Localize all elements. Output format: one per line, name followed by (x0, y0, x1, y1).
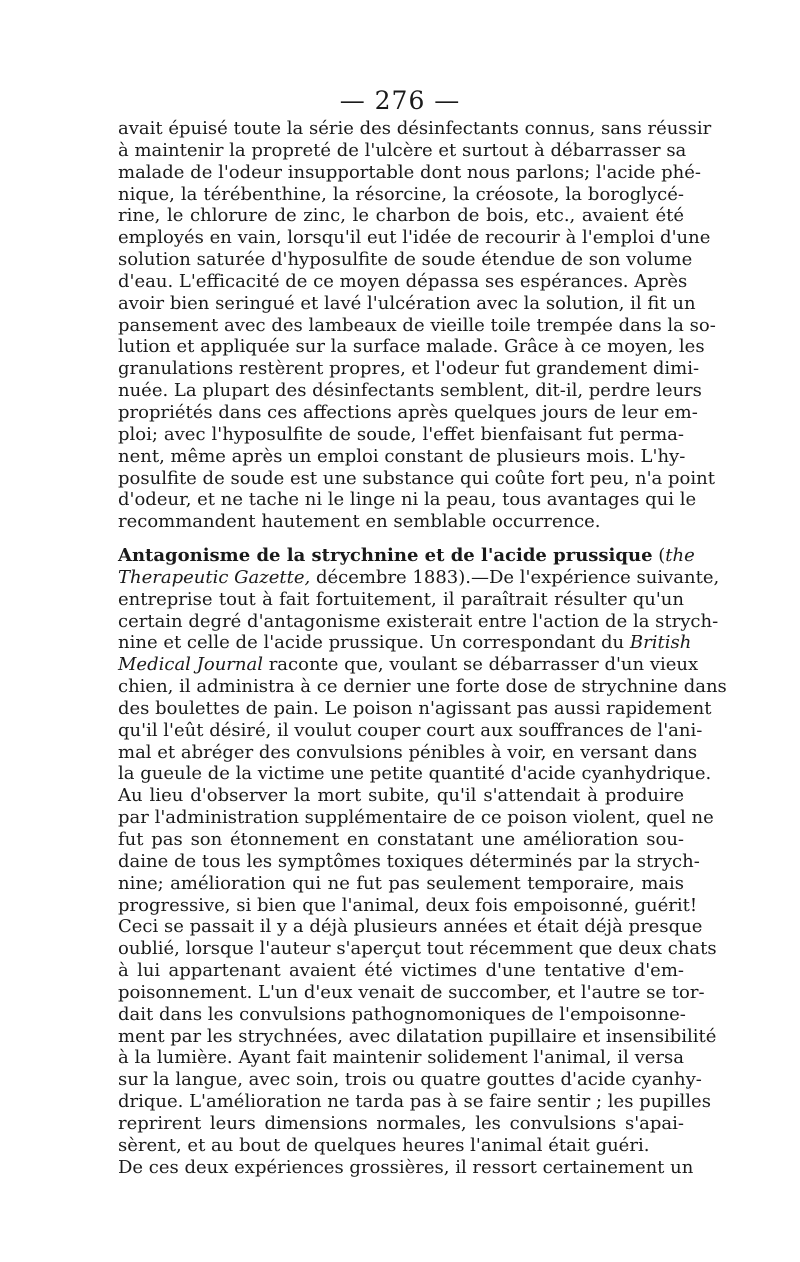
text-line: la gueule de la victime une petite quantité d'acide cyanhydrique. (118, 763, 712, 785)
text-line: poisonnement. L'un d'eux venait de succomber, et l'autre se tor- (118, 981, 705, 1003)
text-line: propriétés dans ces affections après quelques jours de leur em- (118, 401, 698, 423)
paragraph-hyposulfite (118, 118, 716, 533)
text-line: rine, le chlorure de zinc, le charbon de bois, etc., avaient été (118, 205, 684, 227)
text-line: recommandent hautement en semblable occurrence. (118, 511, 601, 533)
text-line: chien, il administra à ce dernier une forte dose de strychnine dans (118, 676, 727, 698)
text-line: dait dans les convulsions pathognomoniques de l'empoisonne- (118, 1003, 686, 1025)
text-line: avait épuisé toute la série des désinfectants connus, sans réussir (118, 118, 712, 139)
text-line: mal et abréger des convulsions pénibles à voir, en versant dans (118, 741, 698, 763)
journal-title: Medical Journal (118, 654, 263, 676)
text-line: employés en vain, lorsqu'il eut l'idée de recourir à l'emploi d'une (118, 227, 711, 249)
text-line: avoir bien seringué et lavé l'ulcération avec la solution, il fit un (118, 292, 696, 314)
text-line (118, 566, 720, 589)
page-number: — 276 — (339, 86, 461, 115)
text-line (118, 632, 692, 654)
text-line: oublié, lorsque l'auteur s'aperçut tout récemment que deux chats (118, 938, 717, 960)
text-line: nique, la térébenthine, la résorcine, la créosote, la boroglycé- (118, 183, 684, 205)
text-fragment: décembre 1883).—De l'expérience suivante, (310, 566, 720, 588)
text-line: entreprise tout à fait fortuitement, il paraîtrait résulter qu'un (118, 588, 684, 610)
text-fragment: nine et celle de l'acide prussique. Un correspondant du (118, 632, 630, 654)
text-line: d'odeur, et ne tache ni le linge ni la peau, tous avantages qui le (118, 489, 697, 511)
source-open: ( (652, 545, 666, 566)
text-line: ploi; avec l'hyposulfite de soude, l'effet bienfaisant fut perma- (118, 423, 684, 445)
text-line: qu'il l'eût désiré, il voulut couper court aux souffrances de l'ani- (118, 719, 703, 741)
text-line (118, 654, 699, 676)
text-line: à la lumière. Ayant fait maintenir solidement l'animal, il versa (118, 1047, 684, 1069)
text-line: certain degré d'antagonisme existerait entre l'action de la strych- (118, 610, 719, 632)
text-line: nent, même après un emploi constant de plusieurs mois. L'hy- (118, 445, 686, 467)
text-line: par l'administration supplémentaire de ce poison violent, quel ne (118, 807, 714, 829)
journal-title: Therapeutic Gazette, (118, 566, 311, 588)
text-line: fut pas son étonnement en constatant une amélioration sou- (118, 828, 684, 850)
text-line: ment par les strychnées, avec dilatation pupillaire et insensibilité (118, 1025, 717, 1047)
text-line: d'eau. L'efficacité de ce moyen dépassa ses espérances. Après (118, 270, 688, 292)
text-line: à lui appartenant avaient été victimes d'une tentative d'em- (118, 960, 684, 982)
text-line: granulations restèrent propres, et l'odeur fut grandement dimi- (118, 358, 700, 380)
text-line: à maintenir la propreté de l'ulcère et surtout à débarrasser sa (118, 139, 687, 161)
text-line: pansement avec des lambeaux de vieille toile trempée dans la so- (118, 314, 716, 336)
text-line: sur la langue, avec soin, trois ou quatre gouttes d'acide cyanhy- (118, 1069, 702, 1091)
section-title: Antagonisme de la strychnine et de l'acide prussique (118, 545, 653, 566)
text-line: reprirent leurs dimensions normales, les convulsions s'apai- (118, 1112, 684, 1134)
text-line: Ceci se passait il y a déjà plusieurs années et était déjà presque (118, 916, 703, 938)
text-line: lution et appliquée sur la surface malade. Grâce à ce moyen, les (118, 336, 705, 358)
text-line: solution saturée d'hyposulfite de soude étendue de son volume (118, 249, 693, 271)
text-line: posulfite de soude est une substance qui coûte fort peu, n'a point (118, 467, 715, 489)
text-line: drique. L'amélioration ne tarda pas à se faire sentir ; les pupilles (118, 1091, 711, 1113)
text-line: sèrent, et au bout de quelques heures l'animal était guéri. (118, 1134, 650, 1156)
text-line: nine; amélioration qui ne fut pas seulement temporaire, mais (118, 872, 684, 894)
journal-title: British (629, 632, 692, 654)
paragraph-antagonisme (118, 545, 727, 1178)
text-line: malade de l'odeur insupportable dont nous parlons; l'acide phé- (118, 161, 701, 183)
text-line: daine de tous les symptômes toxiques déterminés par la strych- (118, 850, 700, 872)
journal-title: the (665, 545, 695, 566)
text-line: De ces deux expériences grossières, il ressort certainement un (118, 1156, 694, 1178)
section-heading-line (118, 545, 695, 567)
text-line: Au lieu d'observer la mort subite, qu'il s'attendait à produire (118, 785, 684, 807)
text-line: nuée. La plupart des désinfectants semblent, dit-il, perdre leurs (118, 380, 702, 402)
text-line: des boulettes de pain. Le poison n'agissant pas aussi rapidement (118, 697, 712, 719)
text-line: progressive, si bien que l'animal, deux fois empoisonné, guérit! (118, 894, 698, 916)
text-fragment: raconte que, voulant se débarrasser d'un vieux (262, 654, 699, 676)
